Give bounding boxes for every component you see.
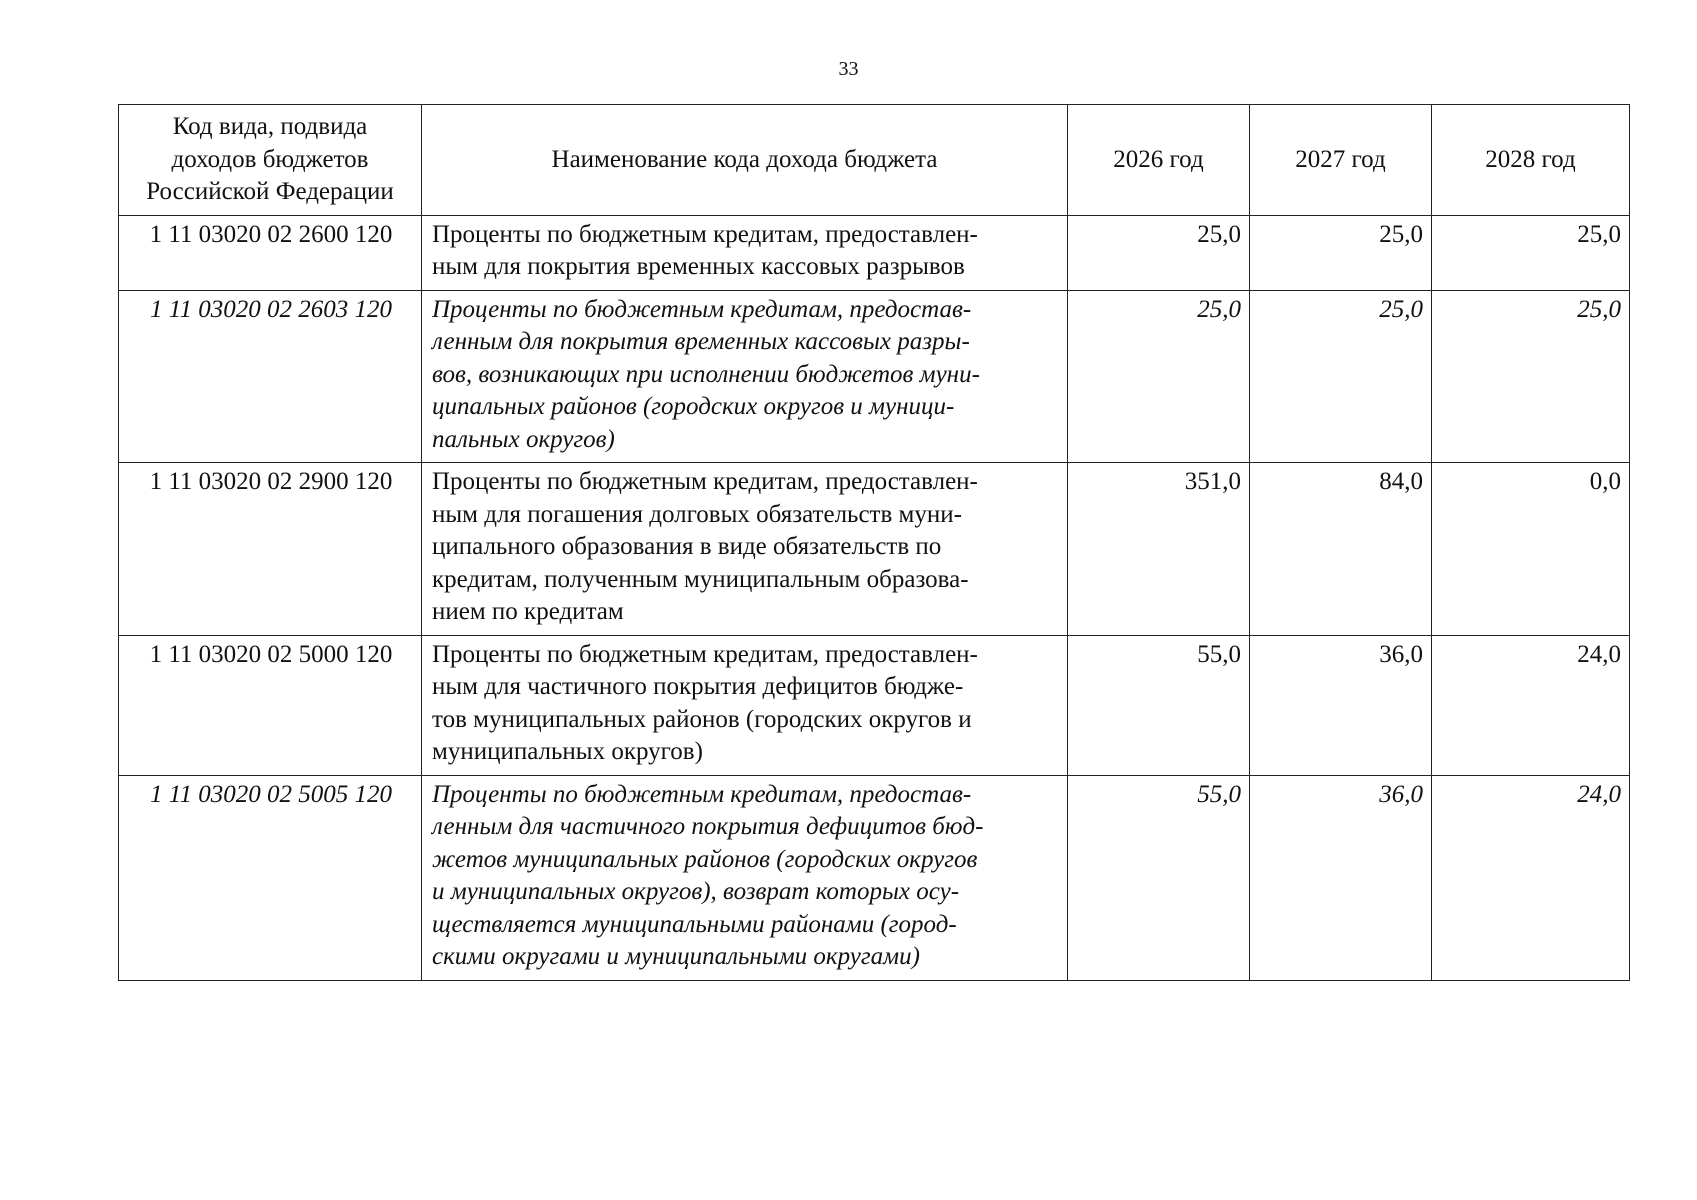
amount-2026-cell: 55,0 bbox=[1068, 635, 1250, 775]
header-2027: 2027 год bbox=[1250, 105, 1432, 216]
revenue-name-cell bbox=[422, 635, 1068, 775]
header-code-line: Российской Федерации bbox=[146, 178, 394, 205]
revenue-name-line: нием по кредитам bbox=[432, 598, 624, 625]
table-row bbox=[119, 290, 1630, 463]
revenue-name-line: тов муниципальных районов (городских округов и bbox=[432, 705, 972, 733]
revenue-name-line: жетов муниципальных районов (городских округов bbox=[432, 845, 978, 873]
amount-2028-cell: 0,0 bbox=[1432, 463, 1630, 636]
revenue-name-line: вов, возникающих при исполнении бюджетов муни- bbox=[432, 360, 980, 388]
table-row bbox=[119, 775, 1630, 980]
header-name: Наименование кода дохода бюджета bbox=[422, 105, 1068, 216]
table-header-row bbox=[119, 105, 1630, 216]
revenue-name-cell bbox=[422, 215, 1068, 290]
header-2026: 2026 год bbox=[1068, 105, 1250, 216]
amount-2028-cell: 25,0 bbox=[1432, 290, 1630, 463]
revenue-name-line: Проценты по бюджетным кредитам, предостав- bbox=[432, 780, 972, 808]
amount-2028-cell: 24,0 bbox=[1432, 775, 1630, 980]
amount-2027-cell: 25,0 bbox=[1250, 215, 1432, 290]
revenue-name-line: кредитам, полученным муниципальным образова- bbox=[432, 565, 969, 593]
revenue-name-line: ципальных районов (городских округов и муници- bbox=[432, 393, 955, 420]
revenue-code-cell: 1 11 03020 02 2600 120 bbox=[119, 215, 422, 290]
amount-2027-cell: 36,0 bbox=[1250, 775, 1432, 980]
revenue-name-cell bbox=[422, 775, 1068, 980]
table-row bbox=[119, 635, 1630, 775]
revenue-code-cell: 1 11 03020 02 5000 120 bbox=[119, 635, 422, 775]
header-code bbox=[119, 105, 422, 216]
revenue-name-line: Проценты по бюджетным кредитам, предоставлен- bbox=[432, 640, 978, 668]
header-2028: 2028 год bbox=[1432, 105, 1630, 216]
amount-2027-cell: 84,0 bbox=[1250, 463, 1432, 636]
revenue-code-cell: 1 11 03020 02 2603 120 bbox=[119, 290, 422, 463]
table-row bbox=[119, 463, 1630, 636]
revenue-name-line: скими округами и муниципальными округами) bbox=[432, 943, 920, 970]
budget-revenue-table bbox=[118, 104, 1630, 981]
revenue-name-cell bbox=[422, 290, 1068, 463]
amount-2026-cell: 25,0 bbox=[1068, 290, 1250, 463]
header-code-line: Код вида, подвида bbox=[172, 113, 368, 140]
header-code-line: доходов бюджетов bbox=[171, 145, 369, 173]
revenue-name-line: ленным для частичного покрытия дефицитов бюд- bbox=[432, 813, 984, 840]
amount-2028-cell: 24,0 bbox=[1432, 635, 1630, 775]
revenue-name-line: ным для покрытия временных кассовых разрывов bbox=[432, 253, 965, 280]
revenue-name-line: ленным для покрытия временных кассовых разры- bbox=[432, 328, 970, 355]
amount-2026-cell: 55,0 bbox=[1068, 775, 1250, 980]
revenue-name-line: ществляется муниципальными районами (город- bbox=[432, 910, 957, 938]
amount-2026-cell: 25,0 bbox=[1068, 215, 1250, 290]
revenue-name-line: Проценты по бюджетным кредитам, предоставлен- bbox=[432, 220, 978, 248]
table-body bbox=[119, 215, 1630, 980]
revenue-name-line: ным для частичного покрытия дефицитов бюдже- bbox=[432, 673, 964, 700]
table-row bbox=[119, 215, 1630, 290]
amount-2028-cell: 25,0 bbox=[1432, 215, 1630, 290]
revenue-name-cell bbox=[422, 463, 1068, 636]
revenue-code-cell: 1 11 03020 02 2900 120 bbox=[119, 463, 422, 636]
revenue-code-cell: 1 11 03020 02 5005 120 bbox=[119, 775, 422, 980]
revenue-name-line: Проценты по бюджетным кредитам, предостав- bbox=[432, 295, 972, 323]
revenue-name-line: и муниципальных округов), возврат которых осу- bbox=[432, 878, 960, 905]
amount-2027-cell: 25,0 bbox=[1250, 290, 1432, 463]
revenue-name-line: Проценты по бюджетным кредитам, предоставлен- bbox=[432, 468, 978, 495]
revenue-name-line: ным для погашения долговых обязательств муни- bbox=[432, 500, 962, 528]
revenue-name-line: муниципальных округов) bbox=[432, 738, 703, 765]
page-number: 33 bbox=[838, 58, 859, 80]
revenue-name-line: ципального образования в виде обязательств по bbox=[432, 533, 942, 560]
revenue-name-line: пальных округов) bbox=[432, 425, 615, 453]
amount-2026-cell: 351,0 bbox=[1068, 463, 1250, 636]
amount-2027-cell: 36,0 bbox=[1250, 635, 1432, 775]
